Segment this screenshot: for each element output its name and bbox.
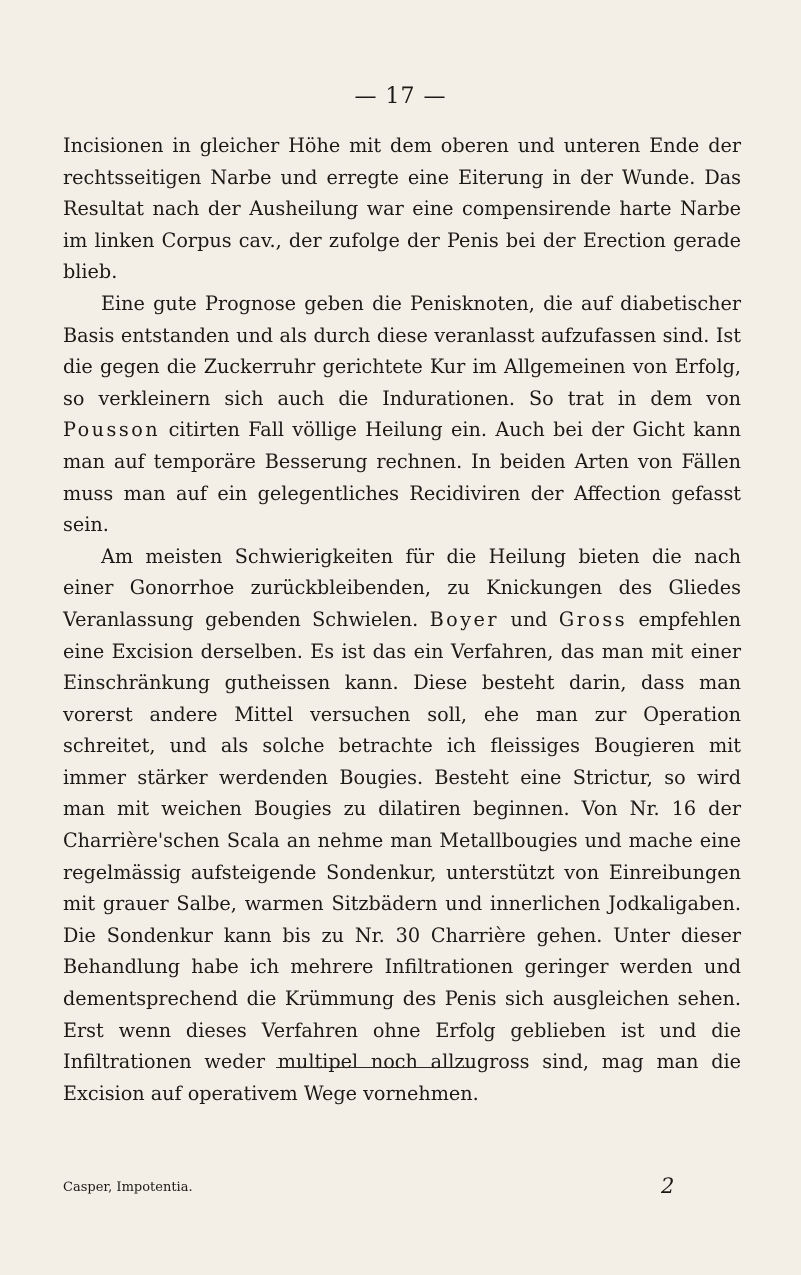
text-run: Eine gute Prognose geben die Penisknoten, die auf diabetischer Basis entstanden und als durch diese veranlasst aufzufassen sind. Ist die gegen die Zuckerruhr gerichtete Kur im Allgemeinen von Erfolg, so verkleinern sich auch die Indurationen. So trat in dem von [63, 291, 741, 410]
text-run: citirten Fall völlige Heilung ein. Auch bei der Gicht kann man auf temporäre Besserung rechnen. In beiden Arten von Fällen muss man auf ein gelegentliches Recidiviren der Affection gefasst sein. [63, 418, 741, 537]
page-number: — 17 — [354, 84, 447, 109]
sheet-number: 2 [661, 1174, 675, 1198]
author-name: Boyer [429, 607, 500, 631]
text-run: Am meisten Schwierigkeiten für die Heilung bieten die nach einer Gonorrhoe zurückbleibenden, zu Knickungen des Gliedes Veranlassung gebenden Schwielen. [63, 544, 741, 631]
author-name: Pousson [63, 418, 161, 442]
author-name: Gross [558, 607, 628, 631]
paragraph-3 [63, 541, 741, 1110]
text-run: empfehlen eine Excision derselben. Es ist das ein Verfahren, das man mit einer Einschränkung gutheissen kann. Diese besteht darin, dass man vorerst andere Mittel versuchen soll, ehe man zur Operation schreitet, und als solche betrachte ich fleissiges Bougieren mit immer stärker werdenden Bougies. Besteht eine Strictur, so wird man mit weichen Bougies zu dilatiren beginnen. Von Nr. 16 der Charrière'schen Scala an nehme man Metallbougies und mache eine regelmässig aufsteigende Sondenkur, unterstützt von Einreibungen mit grauer Salbe, warmen Sitzbädern und innerlichen Jodkaligaben. Die Sondenkur kann bis zu Nr. 30 Charrière gehen. Unter dieser Behandlung habe ich mehrere Infiltrationen geringer werden und dementsprechend die Krümmung des Penis sich ausgleichen sehen. Erst wenn dieses Verfahren ohne Erfolg geblieben ist und die Infiltrationen weder multipel noch allzugross sind, mag man die Excision auf operativem Wege vornehmen. [63, 607, 741, 1105]
text-run: und [499, 607, 559, 631]
paragraph-2 [63, 288, 741, 541]
paragraph-1 [63, 130, 741, 288]
section-divider [276, 1067, 476, 1068]
text-run: Incisionen in gleicher Höhe mit dem oberen und unteren Ende der rechtsseitigen Narbe und erregte eine Eiterung in der Wunde. Das Resultat nach der Ausheilung war eine compensirende harte Narbe im linken Corpus cav., der zufolge der Penis bei der Erection gerade blieb. [63, 134, 741, 284]
body-text [63, 130, 741, 1109]
signature-mark: Casper, Impotentia. [63, 1180, 193, 1195]
